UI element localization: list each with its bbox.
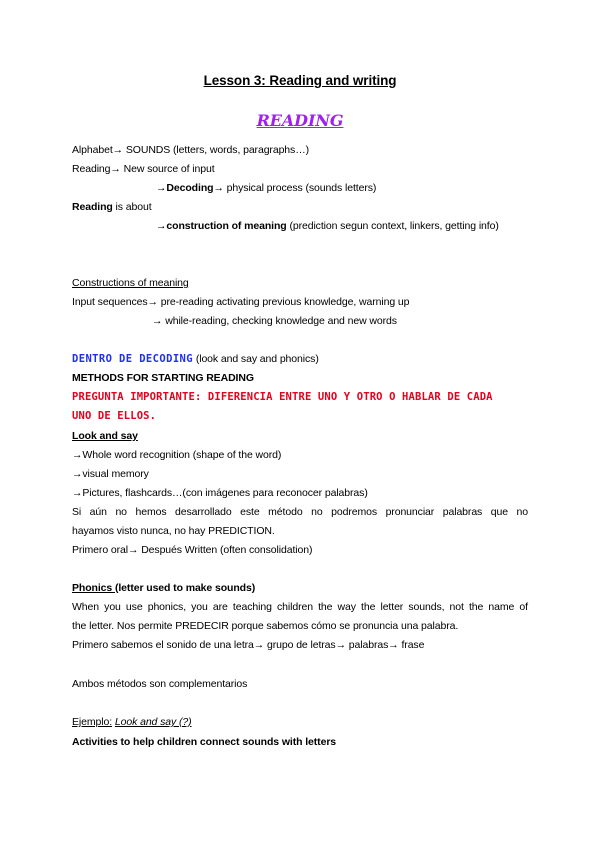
reading-is-about-line — [72, 200, 528, 214]
primero-oral-line: Primero oral→ Después Written (often consolidation) — [72, 544, 313, 556]
look-and-say-heading: Look and say — [72, 430, 138, 442]
while-reading-line: → while-reading, checking knowledge and new words — [152, 315, 397, 327]
ejemplo-value: Look and say (?) — [114, 716, 192, 728]
dentro-line — [72, 352, 528, 366]
methods-heading: METHODS FOR STARTING READING — [72, 372, 254, 384]
page-title: Lesson 3: Reading and writing — [203, 73, 397, 88]
alphabet-line: Alphabet→ SOUNDS (letters, words, paragraphs…) — [72, 144, 309, 156]
pregunta-line-1: PREGUNTA IMPORTANTE: DIFERENCIA ENTRE UNO Y OTRO O HABLAR DE CADA — [72, 391, 493, 403]
construction-term: construction of meaning — [166, 220, 287, 232]
decoding-description: → physical process (sounds letters) — [213, 182, 377, 194]
reading-term: Reading — [72, 201, 113, 213]
phonics-heading — [72, 581, 528, 595]
construction-line — [156, 219, 528, 233]
si-aun-line-2: hayamos visto nunca, no hay PREDICTION. — [72, 525, 275, 537]
si-aun-line-1: Si aún no hemos desarrollado este método no podremos pronunciar palabras que no — [72, 506, 528, 518]
decoding-arrow: → — [156, 182, 167, 194]
reading-new-source-line: Reading→ New source of input — [72, 163, 215, 175]
pictures-line: →Pictures, flashcards…(con imágenes para reconocer palabras) — [72, 487, 368, 499]
construction-description: (prediction segun context, linkers, getting info) — [286, 220, 499, 232]
ejemplo-label: Ejemplo: — [72, 716, 113, 728]
visual-memory-line: →visual memory — [72, 468, 149, 480]
phonics-paragraph-line-1: When you use phonics, you are teaching children the way the letter sounds, not the name of — [72, 601, 528, 613]
dentro-heading: DENTRO DE DECODING — [72, 353, 193, 365]
phonics-term: Phonics — [72, 582, 115, 594]
phonics-paragraph-line-2: the letter. Nos permite PREDECIR porque sabemos cómo se pronuncia una palabra. — [72, 620, 459, 632]
activities-heading: Activities to help children connect sounds with letters — [72, 736, 337, 748]
whole-word-line: →Whole word recognition (shape of the word) — [72, 449, 282, 461]
primero-sabemos-line: Primero sabemos el sonido de una letra→ grupo de letras→ palabras→ frase — [72, 639, 425, 651]
input-sequences-line: Input sequences→ pre-reading activating previous knowledge, warning up — [72, 296, 410, 308]
decoding-term: Decoding — [166, 182, 214, 194]
dentro-description: (look and say and phonics) — [193, 353, 319, 365]
ejemplo-line — [72, 715, 528, 729]
constructions-heading: Constructions of meaning — [72, 277, 189, 289]
pregunta-line-2: UNO DE ELLOS. — [72, 410, 157, 422]
reading-is-about-text: is about — [112, 201, 152, 213]
decoding-line — [156, 181, 528, 195]
ambos-line: Ambos métodos son complementarios — [72, 678, 248, 690]
phonics-description: (letter used to make sounds) — [114, 582, 256, 594]
reading-heading: READING — [256, 111, 344, 130]
construction-arrow: → — [156, 220, 167, 232]
